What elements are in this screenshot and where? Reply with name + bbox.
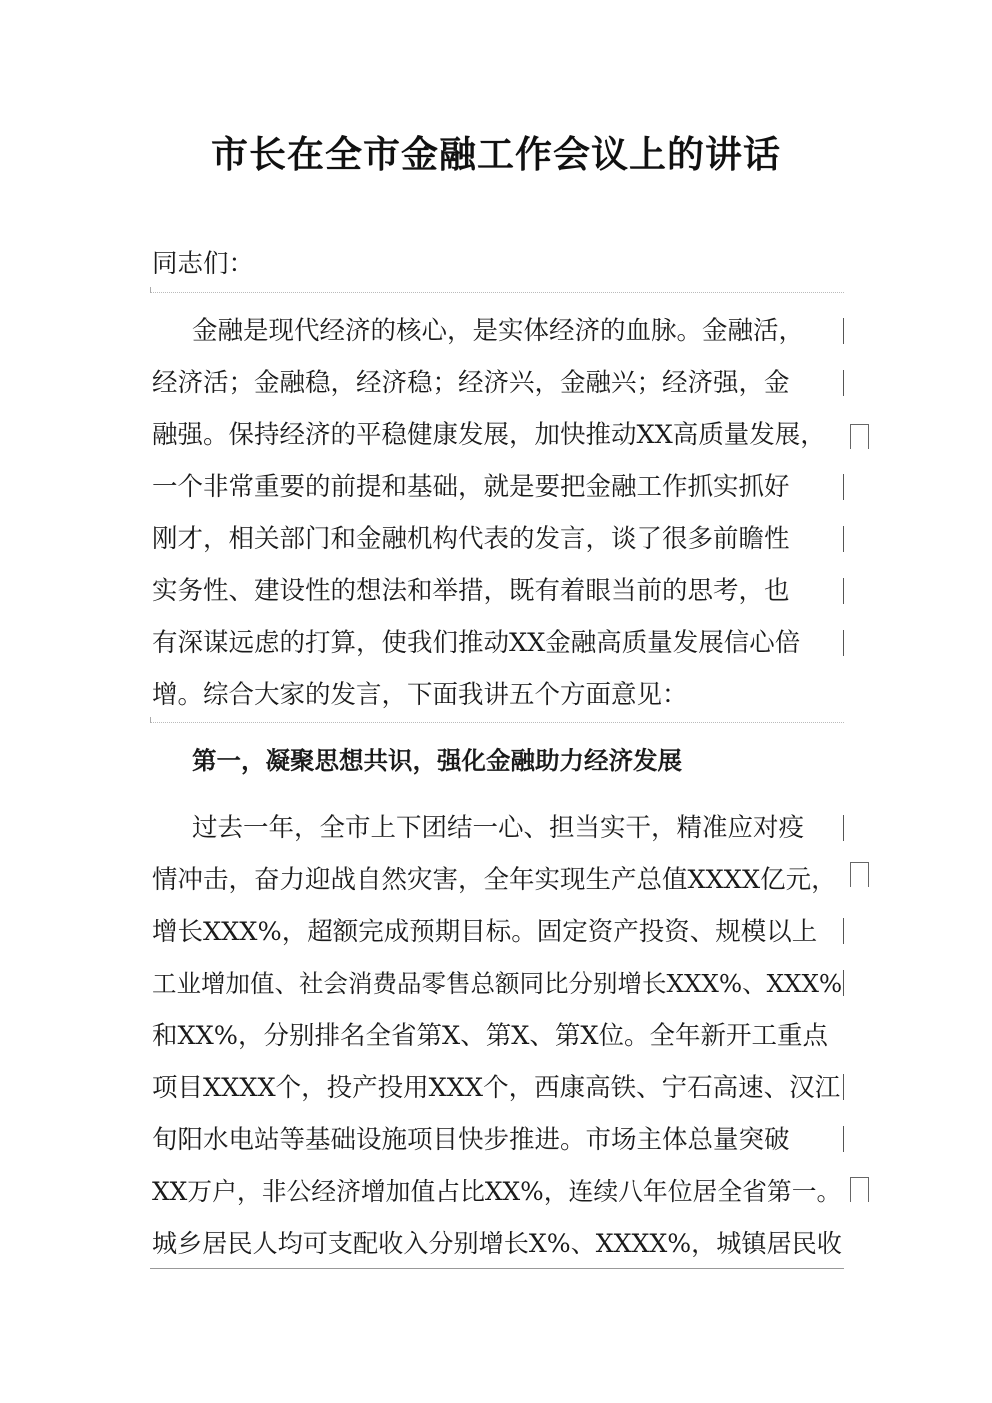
line-end-mark: [843, 578, 844, 604]
line-end-mark: [843, 970, 844, 996]
paragraph-separator: [150, 292, 844, 293]
line-end-mark: [843, 474, 844, 500]
paragraph-separator: [150, 722, 844, 723]
margin-tick: [150, 717, 151, 723]
paragraph-line: 过去一年，全市上下团结一心、担当实干，精准应对疫: [192, 813, 805, 843]
overflow-corner-mark: [850, 1177, 869, 1202]
line-end-mark: [843, 1126, 844, 1152]
line-end-mark: [843, 1074, 844, 1100]
document-title: 市长在全市金融工作会议上的讲话: [211, 132, 781, 176]
overflow-corner-mark: [850, 862, 869, 887]
paragraph-line: XX万户，非公经济增加值占比XX%，连续八年位居全省第一。: [152, 1177, 842, 1206]
paragraph-line: 经济活；金融稳，经济稳；经济兴，金融兴；经济强，金: [152, 368, 790, 398]
margin-tick: [150, 287, 151, 293]
page-bottom-rule: [150, 1268, 844, 1269]
paragraph-line: 城乡居民人均可支配收入分别增长X%、XXXX%，城镇居民收: [152, 1229, 842, 1258]
paragraph-intro: [152, 305, 842, 721]
line-end-mark: [843, 526, 844, 552]
line-end-mark: [843, 318, 844, 344]
paragraph-line: 旬阳水电站等基础设施项目快步推进。市场主体总量突破: [152, 1125, 790, 1155]
paragraph-line: 有深谋远虑的打算，使我们推动XX金融高质量发展信心倍: [152, 628, 801, 658]
paragraph-line: 增长XXX%，超额完成预期目标。固定资产投资、规模以上: [152, 917, 818, 947]
paragraph-line: 实务性、建设性的想法和举措，既有着眼当前的思考，也: [152, 576, 790, 606]
section-heading-block: [152, 735, 842, 787]
line-end-mark: [843, 630, 844, 656]
line-end-mark: [843, 370, 844, 396]
paragraph-line: 融强。保持经济的平稳健康发展，加快推动XX高质量发展，: [152, 420, 826, 450]
line-end-mark: [843, 815, 844, 841]
paragraph-line: 增。综合大家的发言，下面我讲五个方面意见：: [152, 680, 688, 710]
paragraph-line: 项目XXXX个，投产投用XXX个，西康高铁、宁石高速、汉江: [152, 1073, 841, 1103]
greeting-line: 同志们：: [152, 249, 255, 279]
paragraph-line: 金融是现代经济的核心，是实体经济的血脉。金融活，: [192, 316, 805, 346]
paragraph-line: 刚才，相关部门和金融机构代表的发言，谈了很多前瞻性: [152, 524, 790, 554]
paragraph-line: 情冲击，奋力迎战自然灾害，全年实现生产总值XXXX亿元，: [152, 865, 837, 895]
paragraph-section-one: [152, 802, 842, 1270]
paragraph-line: 工业增加值、社会消费品零售总额同比分别增长XXX%、XXX%: [152, 969, 843, 998]
section-heading: 第一，凝聚思想共识，强化金融助力经济发展: [192, 746, 682, 775]
line-end-mark: [843, 918, 844, 944]
paragraph-line: 一个非常重要的前提和基础，就是要把金融工作抓实抓好: [152, 472, 790, 502]
paragraph-line: 和XX%，分别排名全省第X、第X、第X位。全年新开工重点: [152, 1021, 829, 1051]
overflow-corner-mark: [850, 424, 869, 449]
greeting: [152, 238, 842, 290]
